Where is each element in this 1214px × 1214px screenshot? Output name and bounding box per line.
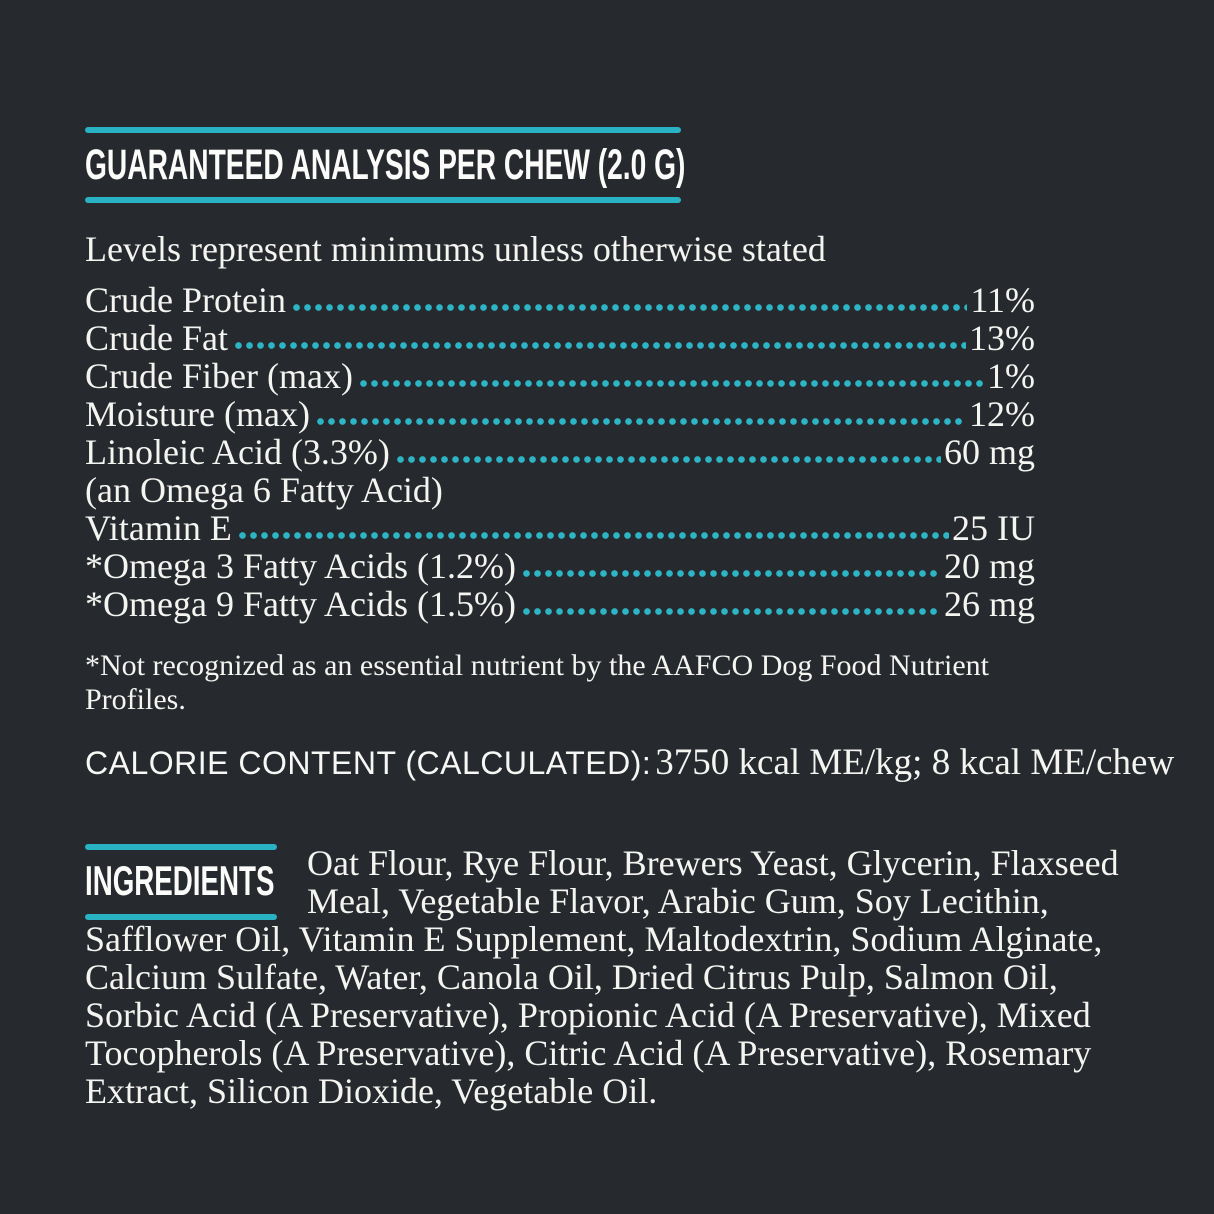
nutrient-value: 20 mg: [943, 546, 1035, 586]
dot-leader: [521, 607, 941, 616]
nutrient-value: 26 mg: [943, 584, 1035, 624]
nutrient-value: 12%: [969, 394, 1035, 434]
nutrient-value: 11%: [970, 280, 1035, 320]
heading-bottom-rule: [85, 197, 681, 203]
nutrient-label: Vitamin E: [85, 508, 232, 548]
heading-top-rule: [85, 127, 681, 133]
dot-leader: [315, 417, 966, 426]
nutrient-label: *Omega 9 Fatty Acids (1.5%): [85, 584, 516, 624]
aafco-footnote: *Not recognized as an essential nutrient by the AAFCO Dog Food Nutrient Profiles.: [85, 649, 990, 716]
ingredients-heading-block: [85, 844, 281, 920]
analysis-subtitle: Levels represent minimums unless otherwise stated: [85, 229, 826, 269]
nutrient-label: Crude Fiber (max): [85, 356, 353, 396]
nutrient-label: Crude Fat: [85, 318, 228, 358]
ingredients-list: Oat Flour, Rye Flour, Brewers Yeast, Glycerin, Flaxseed Meal, Vegetable Flavor, Arabic Gum, Soy Lecithin, Safflower Oil, Vitamin E Supplement, Maltodextrin, Sodium Alginate, Calcium Sulfate, Water, Canola Oil, Dried Citrus Pulp, Salmon Oil, Sorbic Acid (A Preservative), Propionic Acid (A Preservative), Mixed Tocopherols (A Preservative), Citric Acid (A Preservative), Rosemary Extract, Silicon Dioxide, Vegetable Oil.: [85, 843, 1119, 1111]
guaranteed-analysis-section: [85, 127, 1214, 784]
nutrient-row-omega9: [85, 585, 1035, 623]
nutrient-row-note-omega6: (an Omega 6 Fatty Acid): [85, 470, 443, 510]
ingredients-top-rule: [85, 844, 277, 850]
nutrient-table: [85, 281, 1035, 623]
nutrient-row-vitamin-e: [85, 509, 1035, 547]
ingredients-section: [85, 844, 1135, 1110]
calorie-content-label: CALORIE CONTENT (CALCULATED):: [85, 745, 652, 781]
dot-leader: [395, 455, 941, 464]
nutrient-label: Linoleic Acid (3.3%): [85, 432, 390, 472]
nutrient-row-crude-fiber: [85, 357, 1035, 395]
nutrient-row-moisture: [85, 395, 1035, 433]
nutrient-row-omega3: [85, 547, 1035, 585]
dot-leader: [358, 379, 984, 388]
analysis-title: GUARANTEED ANALYSIS PER CHEW (2.0 G): [85, 141, 686, 189]
nutrient-value: 13%: [969, 318, 1035, 358]
nutrient-label: *Omega 3 Fatty Acids (1.2%): [85, 546, 516, 586]
nutrient-label: Crude Protein: [85, 280, 286, 320]
dot-leader: [237, 531, 949, 540]
nutrient-value: 60 mg: [943, 432, 1035, 472]
nutrient-label: Moisture (max): [85, 394, 310, 434]
nutrient-value: 25 IU: [952, 508, 1035, 548]
nutrient-value: 1%: [987, 356, 1035, 396]
nutrient-row-linoleic-acid: [85, 433, 1035, 471]
nutrient-row-crude-protein: [85, 281, 1035, 319]
calorie-content-value: 3750 kcal ME/kg; 8 kcal ME/chew: [655, 742, 1175, 783]
dot-leader: [291, 303, 967, 312]
nutrient-row-crude-fat: [85, 319, 1035, 357]
ingredients-label: INGREDIENTS: [85, 857, 275, 904]
calorie-content-line: [85, 741, 1214, 784]
analysis-heading-block: [85, 127, 686, 203]
dot-leader: [521, 569, 941, 578]
dot-leader: [233, 341, 966, 350]
